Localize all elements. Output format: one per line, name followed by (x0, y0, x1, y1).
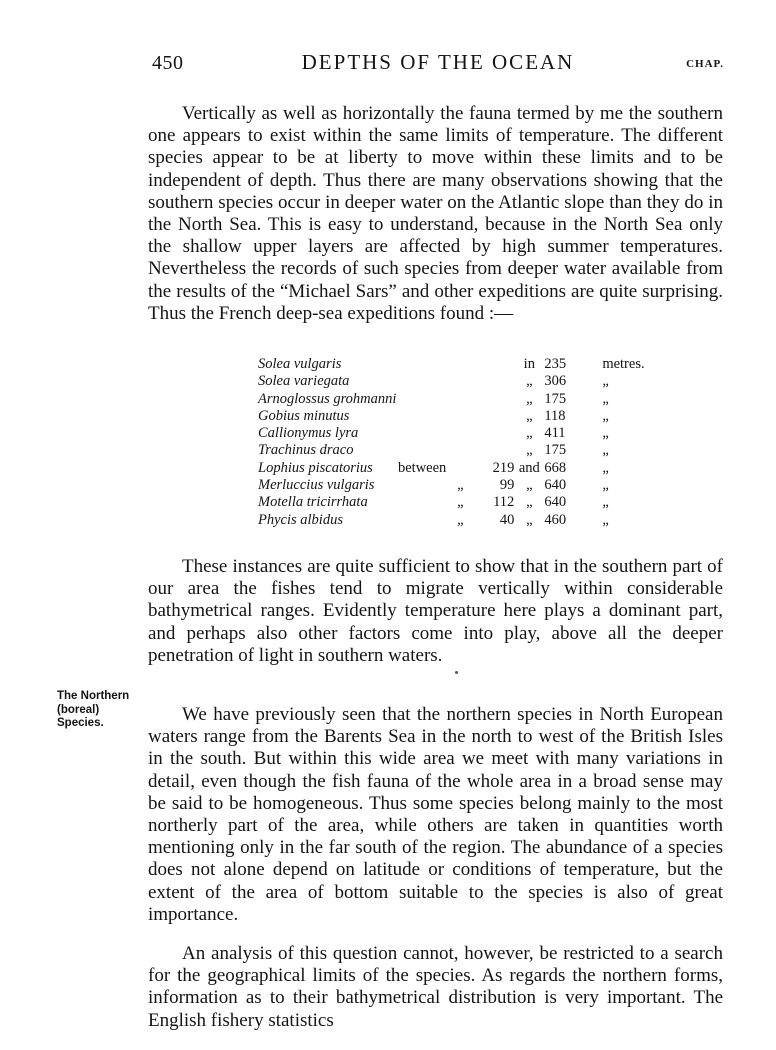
paragraph-vertical-migration: These instances are quite sufficient to show that in the southern part of our area the fishes tend to migrate vertically within considerable bathymetrical ranges. Evidently temperature here plays a dominant part, and perhaps also other factors come into play, above all the deeper penetration of light in southern waters. (148, 556, 723, 666)
depth-unit: „ (602, 407, 609, 424)
species-row (258, 477, 645, 494)
depth-unit: „ (602, 442, 609, 459)
range-prefix (398, 408, 446, 425)
range-prefix (398, 373, 446, 390)
depth-from (474, 373, 514, 390)
species-row (258, 408, 645, 425)
depth-to: 175 (544, 442, 567, 459)
range-conjunction: „ (526, 373, 533, 390)
depth-to: 640 (544, 494, 567, 511)
species-name: Phycis albidus (258, 511, 343, 528)
range-prefix (398, 425, 446, 442)
depth-to: 235 (544, 356, 567, 372)
ditto-mark (446, 442, 474, 459)
species-row (258, 460, 645, 477)
range-prefix (398, 477, 446, 494)
ditto-mark (446, 425, 474, 442)
range-prefix (398, 442, 446, 459)
range-conjunction: „ (526, 425, 533, 442)
depth-to: 306 (544, 373, 567, 390)
depth-unit: „ (602, 390, 609, 407)
depth-unit: „ (602, 477, 609, 494)
species-name: Solea variegata (258, 373, 350, 390)
species-name: Motella tricirrhata (258, 494, 368, 511)
depth-to: 175 (544, 390, 567, 407)
depth-to: 460 (544, 511, 567, 528)
range-prefix: between (398, 459, 447, 476)
species-row (258, 373, 645, 390)
range-conjunction: and (518, 459, 540, 476)
ditto-mark (446, 391, 474, 408)
printer-dot (455, 671, 458, 674)
depth-unit: „ (602, 425, 609, 442)
range-prefix (398, 356, 446, 373)
depth-from (474, 356, 514, 373)
depth-unit: „ (602, 494, 609, 511)
range-prefix (398, 391, 446, 408)
ditto-mark (446, 460, 474, 477)
species-row (258, 391, 645, 408)
range-conjunction: „ (526, 390, 533, 407)
ditto-mark: „ (457, 494, 464, 511)
species-name: Gobius minutus (258, 407, 350, 424)
species-name: Trachinus draco (258, 442, 354, 459)
species-name: Solea vulgaris (258, 356, 342, 372)
page-number: 450 (152, 52, 184, 74)
species-name: Arnoglossus grohmanni (258, 390, 397, 407)
paragraph-southern-fauna: Vertically as well as horizontally the fauna termed by me the southern one appears to exist within the same limits of temperature. The different species appear to be at liberty to move within these limits and to be independent of depth. Thus there are many observations showing that the southern species occur in deeper water on the Atlantic slope than they do in the North Sea. This is easy to understand, because in the North Sea only the shallow upper layers are affected by high summer temperatures. Nevertheless the records of such species from deeper water available from the results of the “Michael Sars” and other expeditions are quite surprising. Thus the French deep-sea expeditions found :— (148, 103, 723, 324)
species-row (258, 494, 645, 511)
depth-from (474, 408, 514, 425)
species-name: Callionymus lyra (258, 425, 359, 442)
depth-from: 99 (499, 477, 515, 494)
margin-note-line: The Northern (57, 690, 130, 702)
running-title: DEPTHS OF THE OCEAN (301, 50, 575, 74)
depth-to: 411 (544, 425, 566, 442)
chapter-mark: CHAP. (686, 58, 724, 70)
depth-from: 40 (499, 511, 515, 528)
species-row (258, 512, 645, 529)
range-conjunction: „ (526, 477, 533, 494)
range-conjunction: in (523, 356, 535, 372)
paragraph-northern-species: We have previously seen that the northern species in North European waters range from the Barents Sea in the north to west of the British Isles in the south. But within this wide area we meet with many variations in detail, even though the fish fauna of the whole area in a broad sense may be said to be homogeneous. Thus some species belong mainly to the most northerly part of the area, while others are taken in quantities worth mentioning only in the far south of the region. The abundance of a species does not alone depend on latitude or conditions of temperature, but the extent of the area of bottom suitable to the species is also of great importance. (148, 704, 723, 925)
depth-from (474, 442, 514, 459)
species-name: Merluccius vulgaris (258, 477, 375, 494)
depth-unit: „ (602, 459, 609, 476)
species-row (258, 442, 645, 459)
depth-from: 112 (493, 494, 515, 511)
ditto-mark (446, 373, 474, 390)
depth-unit: „ (602, 511, 609, 528)
depth-to: 118 (544, 407, 566, 424)
paragraph-analysis: An analysis of this question cannot, however, be restricted to a search for the geographical limits of the species. As regards the northern forms, information as to their bathymetrical distribution is very important. The English fishery statistics (148, 943, 723, 1031)
margin-note-line: (boreal) (57, 703, 100, 716)
ditto-mark (446, 356, 474, 373)
depth-unit: metres. (602, 356, 645, 372)
depth-to: 668 (544, 459, 567, 476)
depth-from (474, 391, 514, 408)
species-row (258, 425, 645, 442)
depth-to: 640 (544, 477, 567, 494)
depth-from (474, 425, 514, 442)
margin-note-line: Species. (57, 717, 104, 729)
species-depth-table (258, 356, 645, 529)
depth-unit: „ (602, 373, 609, 390)
page-header (148, 50, 728, 76)
species-name: Lophius piscatorius (258, 459, 373, 476)
ditto-mark: „ (457, 511, 464, 528)
range-conjunction: „ (526, 494, 533, 511)
range-conjunction: „ (526, 442, 533, 459)
depth-from: 219 (492, 459, 515, 476)
ditto-mark (446, 408, 474, 425)
margin-note (57, 690, 143, 731)
range-conjunction: „ (526, 511, 533, 528)
species-row (258, 356, 645, 373)
range-conjunction: „ (526, 407, 533, 424)
ditto-mark: „ (457, 477, 464, 494)
range-prefix (398, 494, 446, 511)
range-prefix (398, 512, 446, 529)
